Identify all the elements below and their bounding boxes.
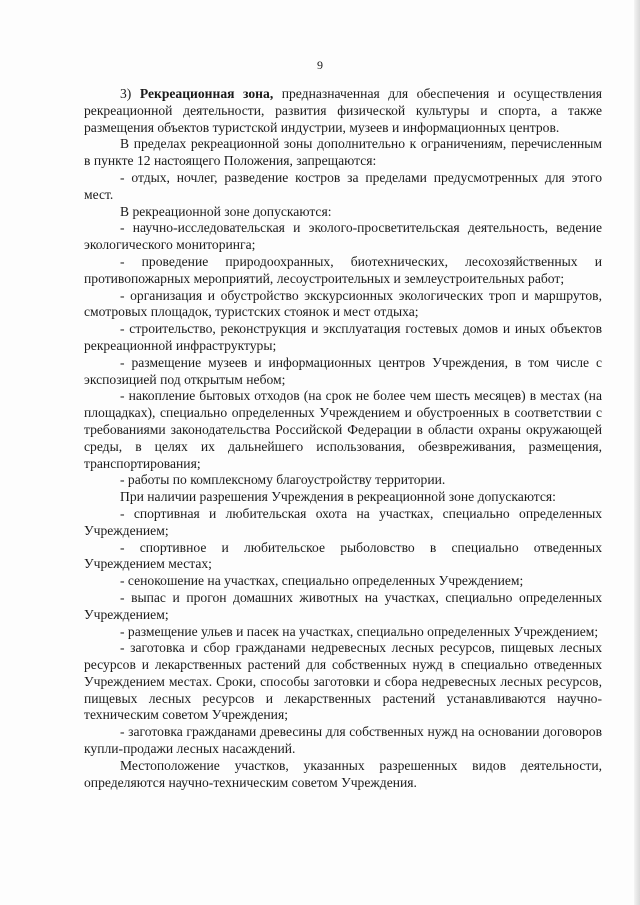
list-item: - заготовка гражданами древесины для собственных нужд на основании договоров купли-продажи лесных насаждений.	[84, 724, 602, 757]
paragraph: При наличии разрешения Учреждения в рекреационной зоне допускаются:	[120, 489, 556, 505]
list-item: - организация и обустройство экскурсионных экологических троп и маршрутов, смотровых площадок, туристских стоянок и мест отдыха;	[84, 287, 602, 320]
list-item: - спортивное и любительское рыболовство в специально отведенных Учреждением местах;	[84, 539, 602, 572]
paragraph: В рекреационной зоне допускаются:	[120, 203, 332, 219]
document-body	[84, 86, 602, 791]
section-heading-paragraph	[84, 86, 602, 136]
paragraph: В пределах рекреационной зоны дополнительно к ограничениям, перечисленным в пункте 12 настоящего Положения, запрещаются:	[84, 136, 602, 169]
section-intro: предназначенная для обеспечения и осуществления рекреационной деятельности, развития физической культуры и спорта, а также размещения объектов туристской индустрии, музеев и информационных центров.	[84, 86, 603, 135]
section-title: Рекреационная зона,	[139, 86, 274, 101]
list-item: - проведение природоохранных, биотехнических, лесохозяйственных и противопожарных мероприятий, лесоустроительных и землеустроительных работ;	[84, 253, 602, 286]
list-item: - накопление бытовых отходов (на срок не более чем шесть месяцев) в местах (на площадках), специально определенных Учреждением и обустроенных в соответствии с требованиями законодательства Российской Федерации в области охраны окружающей среды, в целях их дальнейшего использования, обезвреживания, размещения, транспортирования;	[84, 388, 602, 471]
list-item: - сенокошение на участках, специально определенных Учреждением;	[120, 573, 524, 589]
list-item: - спортивная и любительская охота на участках, специально определенных Учреждением;	[84, 505, 602, 538]
paragraph: Местоположение участков, указанных разрешенных видов деятельности, определяются научно-техническим советом Учреждения.	[84, 757, 602, 790]
list-item: - работы по комплексному благоустройству территории.	[120, 472, 446, 488]
section-number: 3)	[120, 86, 132, 101]
list-item: - размещение музеев и информационных центров Учреждения, в том числе с экспозицией под открытым небом;	[84, 354, 602, 387]
page-number: 9	[317, 58, 323, 72]
list-item: - выпас и прогон домашних животных на участках, специально определенных Учреждением;	[84, 589, 602, 622]
scan-edge-shadow	[634, 0, 640, 905]
list-item: - отдых, ночлег, разведение костров за пределами предусмотренных для этого мест.	[84, 169, 602, 202]
list-item: - строительство, реконструкция и эксплуатация гостевых домов и иных объектов рекреационной инфраструктуры;	[84, 321, 602, 353]
list-item: - размещение ульев и пасек на участках, специально определенных Учреждением;	[120, 623, 599, 639]
list-item: - заготовка и сбор гражданами недревесных лесных ресурсов, пищевых лесных ресурсов и лекарственных растений для собственных нужд в специально отведенных Учреждением местах. Сроки, способы заготовки и сбора недревесных лесных ресурсов, пищевых лесных ресурсов и лекарственных растений устанавливаются научно-техническим советом Учреждения;	[84, 640, 602, 723]
list-item: - научно-исследовательская и эколого-просветительская деятельность, ведение экологического мониторинга;	[84, 220, 602, 253]
